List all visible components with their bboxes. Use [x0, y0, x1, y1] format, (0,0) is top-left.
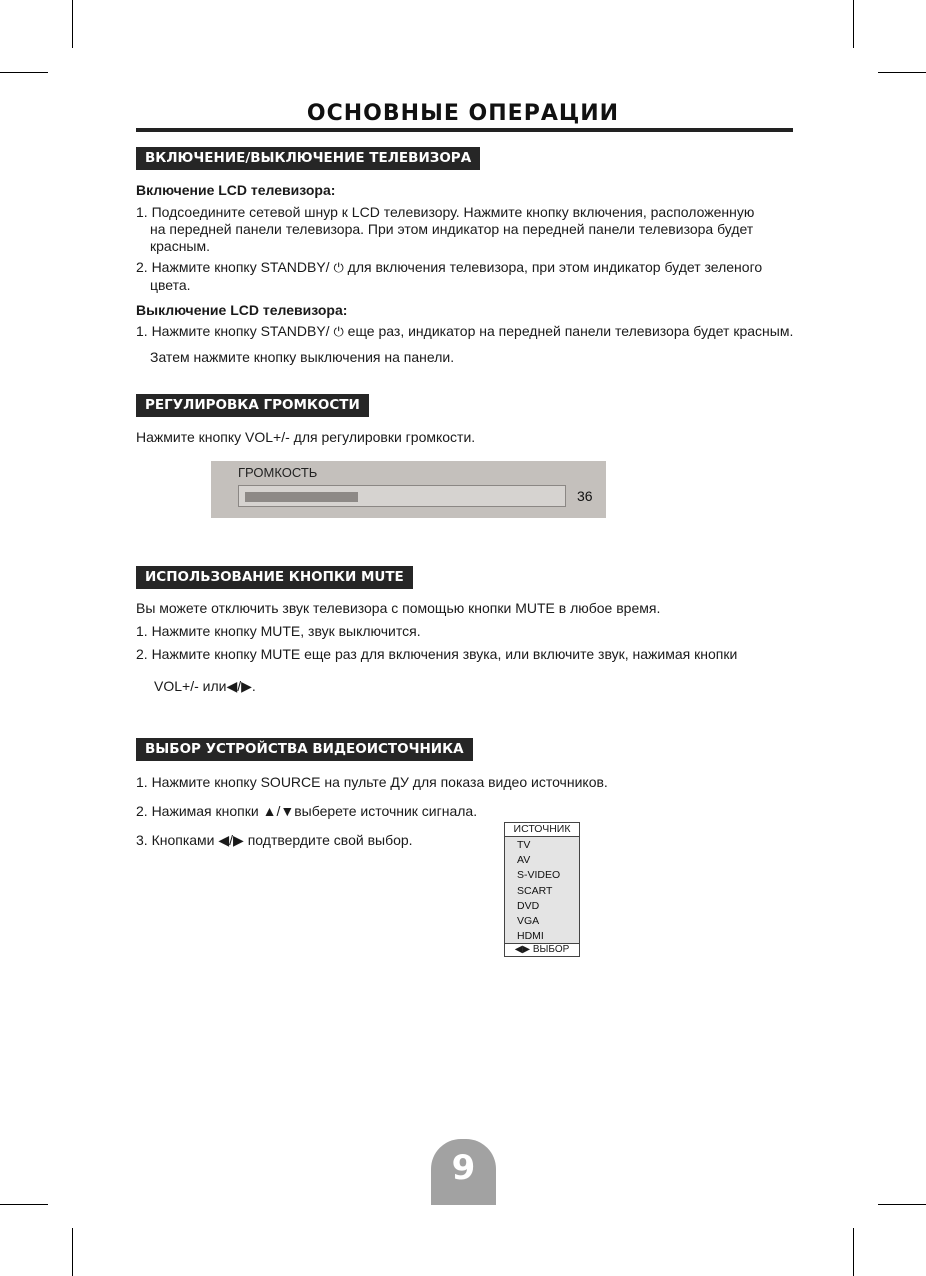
crop-mark	[72, 0, 73, 48]
power-icon: ⏻	[333, 324, 344, 339]
power-off-step1	[136, 322, 793, 341]
separator: /	[237, 678, 242, 694]
mute-intro: Вы можете отключить звук телевизора с помощью кнопки MUTE в любое время.	[136, 600, 661, 616]
source-step1: 1. Нажмите кнопку SOURCE на пульте ДУ для показа видео источников.	[136, 774, 608, 790]
step-text: 2. Нажимая кнопки	[136, 803, 259, 819]
crop-mark	[0, 72, 48, 73]
source-menu-footer	[505, 943, 579, 956]
power-on-step1-cont: на передней панели телевизора. При этом индикатор на передней панели телевизора будет	[150, 221, 754, 237]
volume-text: Нажмите кнопку VOL+/- для регулировки громкости.	[136, 429, 476, 445]
source-item-dvd[interactable]: DVD	[517, 899, 540, 912]
source-item-hdmi[interactable]: HDMI	[517, 930, 544, 943]
step-text: 2. Нажмите кнопку STANDBY/	[136, 259, 330, 275]
section-header-mute: ИСПОЛЬЗОВАНИЕ КНОПКИ MUTE	[136, 566, 413, 589]
mute-step1: 1. Нажмите кнопку MUTE, звук выключится.	[136, 623, 421, 639]
section-header-source: ВЫБОР УСТРОЙСТВА ВИДЕОИСТОЧНИКА	[136, 738, 473, 761]
separator: /	[276, 803, 281, 819]
crop-mark	[878, 1204, 926, 1205]
source-menu-footer-label: ВЫБОР	[532, 944, 570, 955]
power-on-step1-cont: красным.	[150, 238, 211, 254]
mute-step2: 2. Нажмите кнопку MUTE еще раз для включения звука, или включите звук, нажимая кнопки	[136, 646, 738, 662]
crop-mark	[853, 0, 854, 48]
source-menu-title: ИСТОЧНИК	[505, 823, 579, 837]
power-on-step2	[136, 258, 762, 277]
crop-mark	[72, 1228, 73, 1276]
volume-osd-label: ГРОМКОСТЬ	[238, 465, 318, 480]
power-on-step2-cont: цвета.	[150, 277, 191, 293]
step-text: еще раз, индикатор на передней панели телевизора будет красным.	[347, 323, 794, 339]
mute-step2-cont	[154, 677, 256, 695]
step-text: для включения телевизора, при этом индикатор будет зеленого	[347, 259, 763, 275]
crop-mark	[0, 1204, 48, 1205]
arrow-left-icon: ◀	[514, 944, 523, 955]
arrow-right-icon: ▶	[522, 944, 531, 955]
source-item-tv[interactable]: TV	[517, 839, 531, 851]
step-text: выберете источник сигнала.	[294, 803, 478, 819]
power-on-step1: 1. Подсоедините сетевой шнур к LCD телевизору. Нажмите кнопку включения, расположенную	[136, 204, 755, 220]
source-item-scart[interactable]: SCART	[517, 884, 553, 897]
crop-mark	[878, 72, 926, 73]
source-item-vga[interactable]: VGA	[517, 915, 540, 928]
step-text: VOL+/- или	[154, 678, 227, 694]
step-text: подтвердите свой выбор.	[247, 832, 413, 848]
period: .	[251, 678, 256, 694]
title-divider	[136, 128, 793, 132]
arrow-left-icon: ◀	[226, 678, 238, 694]
power-icon: ⏻	[333, 260, 344, 275]
crop-mark	[853, 1228, 854, 1276]
page-number: 9	[431, 1139, 496, 1205]
volume-bar-track	[238, 485, 566, 507]
power-off-step1-cont: Затем нажмите кнопку выключения на панели.	[150, 349, 455, 365]
source-item-av[interactable]: AV	[517, 854, 531, 867]
source-menu	[504, 822, 580, 957]
arrow-up-icon: ▲	[262, 803, 277, 819]
section-header-power: ВКЛЮЧЕНИЕ/ВЫКЛЮЧЕНИЕ ТЕЛЕВИЗОРА	[136, 147, 480, 170]
power-off-title: Выключение LCD телевизора:	[136, 302, 348, 318]
arrow-left-icon: ◀	[218, 832, 230, 848]
separator: /	[229, 832, 234, 848]
source-step2	[136, 802, 477, 820]
arrow-right-icon: ▶	[233, 832, 244, 848]
arrow-right-icon: ▶	[241, 678, 252, 694]
source-step3	[136, 831, 413, 849]
source-menu-list	[517, 838, 560, 944]
step-text: 3. Кнопками	[136, 832, 215, 848]
volume-osd-value: 36	[577, 488, 593, 504]
source-item-s-video[interactable]: S-VIDEO	[517, 869, 561, 882]
arrow-down-icon: ▼	[280, 803, 295, 819]
volume-osd	[211, 461, 606, 518]
page-title: ОСНОВНЫЕ ОПЕРАЦИИ	[306, 101, 620, 126]
volume-bar-fill	[245, 492, 358, 502]
step-text: 1. Нажмите кнопку STANDBY/	[136, 323, 330, 339]
section-header-volume: РЕГУЛИРОВКА ГРОМКОСТИ	[136, 394, 369, 417]
power-on-title: Включение LCD телевизора:	[136, 182, 336, 198]
